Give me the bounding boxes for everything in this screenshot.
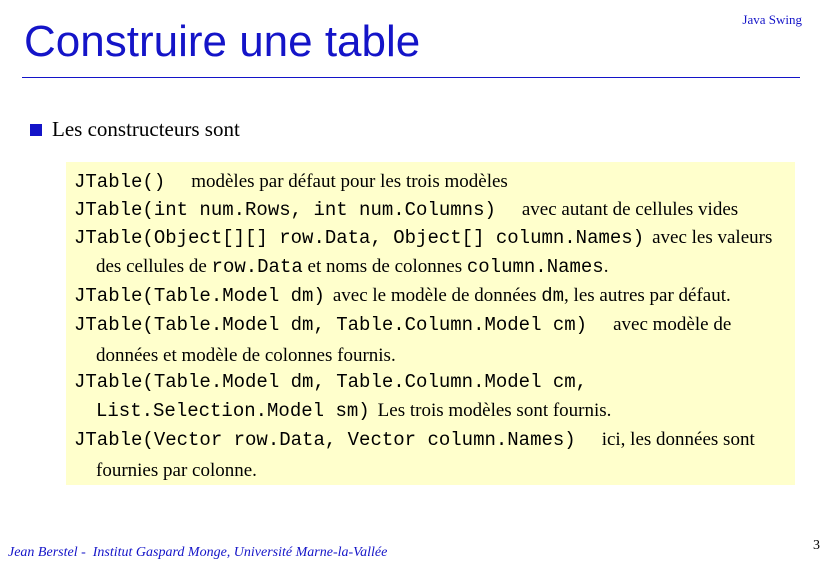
footer-institution: Institut Gaspard Monge, Université Marne-la-Vallée: [92, 545, 388, 560]
constructor-description: avec le modèle de données: [332, 285, 542, 306]
constructor-continuation: données et modèle de colonnes fournis.: [96, 345, 396, 366]
constructor-line: [74, 284, 731, 308]
constructor-description: avec modèle de: [613, 314, 732, 335]
constructor-continuation: fournies par colonne.: [96, 460, 257, 481]
constructor-description: modèles par défaut pour les trois modèles: [191, 171, 508, 192]
footer: [8, 545, 387, 561]
bullet-text: Les constructeurs sont: [52, 117, 240, 141]
constructor-signature: JTable(Object[][] row.Data, Object[] column.Names): [74, 227, 645, 249]
inline-code: dm: [541, 285, 565, 307]
footer-separator: -: [81, 545, 86, 560]
constructor-line: [74, 313, 731, 337]
constructor-line: [74, 170, 508, 194]
constructor-description: ici, les données sont: [601, 429, 755, 450]
continuation-text: des cellules de: [96, 256, 212, 277]
constructor-signature: JTable(Table.Model dm): [74, 285, 325, 307]
constructor-signature: JTable(Vector row.Data, Vector column.Names): [74, 429, 576, 451]
bullet-item: [28, 117, 240, 142]
constructor-description: Les trois modèles sont fournis.: [377, 400, 612, 421]
constructor-line: [74, 198, 738, 222]
constructor-line: [74, 370, 587, 394]
page-number: 3: [813, 538, 820, 553]
constructor-continuation: [96, 399, 611, 423]
continuation-text: .: [603, 256, 609, 277]
constructor-line: [74, 428, 755, 452]
inline-code: row.Data: [211, 256, 303, 278]
inline-code: column.Names: [466, 256, 604, 278]
constructor-continuation: [96, 255, 608, 279]
constructor-signature: JTable(Table.Model dm, Table.Column.Model cm,: [74, 371, 588, 393]
square-bullet-icon: [30, 124, 42, 136]
constructor-description: , les autres par défaut.: [564, 285, 731, 306]
course-subject: Java Swing: [742, 12, 802, 27]
constructor-description: avec les valeurs: [652, 227, 773, 248]
constructor-signature: JTable(): [74, 171, 166, 193]
continuation-text: et noms de colonnes: [302, 256, 467, 277]
slide-title: Construire une table: [24, 17, 421, 66]
title-divider: [22, 77, 800, 78]
constructor-line: [74, 226, 772, 250]
footer-author: Jean Berstel: [8, 545, 78, 560]
constructor-signature: JTable(Table.Model dm, Table.Column.Model cm): [74, 314, 588, 336]
constructor-signature-cont: List.Selection.Model sm): [96, 400, 370, 422]
constructor-description: avec autant de cellules vides: [521, 199, 739, 220]
constructor-signature: JTable(int num.Rows, int num.Columns): [74, 199, 496, 221]
